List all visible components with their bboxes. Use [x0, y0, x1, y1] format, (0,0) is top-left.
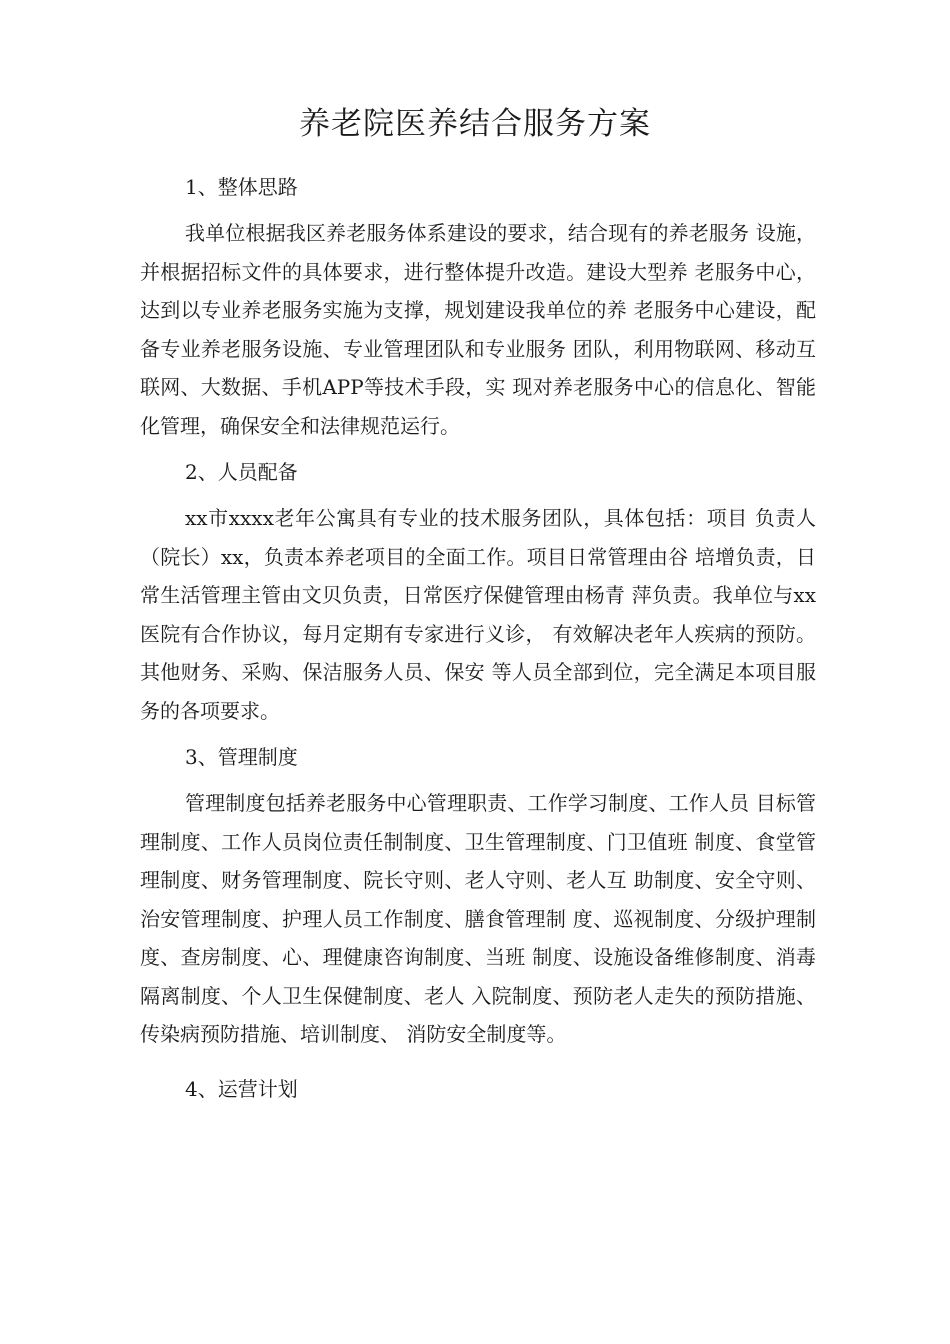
document-title: 养老院医养结合服务方案 [299, 106, 651, 142]
section-paragraph: 我单位根据我区养老服务体系建设的要求，结合现有的养老服务 设施，并根据招标文件的具体要求，进行整体提升改造。建设大型养 老服务中心，达到以专业养老服务实施为支撑，规划建设我单位的养 老服务中心建设，配备专业养老服务设施、专业管理团队和专业服务 团队，利用物联网、移动互联网、大数据、手机APP等技术手段，实 现对养老服务中心的信息化、智能化管理，确保安全和法律规范运行。 [140, 221, 816, 438]
section-heading: 4、运营计划 [185, 1076, 298, 1101]
document-body [140, 168, 816, 1108]
section-heading: 2、人员配备 [185, 460, 298, 484]
section-paragraph: xx市xxxx老年公寓具有专业的技术服务团队，具体包括：项目 负责人（院长）xx，负责本养老项目的全面工作。项目日常管理由谷 培增负责，日常生活管理主管由文贝负责，日常医疗保健管理由杨青 萍负责。我单位与xx医院有合作协议，每月定期有专家进行义诊， 有效解决老年人疾病的预防。其他财务、采购、保洁服务人员、保安 等人员全部到位，完全满足本项目服务的各项要求。 [140, 506, 816, 723]
section-staffing [140, 453, 816, 730]
section-overall-approach [140, 168, 816, 445]
section-paragraph: 管理制度包括养老服务中心管理职责、工作学习制度、工作人员 目标管理制度、工作人员岗位责任制制度、卫生管理制度、门卫值班 制度、食堂管理制度、财务管理制度、院长守则、老人守则、老人互 助制度、安全守则、治安管理制度、护理人员工作制度、膳食管理制 度、巡视制度、分级护理制度、查房制度、心、理健康咨询制度、当班 制度、设施设备维修制度、消毒隔离制度、个人卫生保健制度、老人 入院制度、预防老人走失的预防措施、传染病预防措施、培训制度、 消防安全制度等。 [140, 791, 816, 1046]
section-operation-plan [140, 1070, 816, 1108]
section-management-system [140, 738, 816, 1054]
section-heading: 3、管理制度 [185, 745, 298, 769]
section-heading: 1、整体思路 [185, 175, 298, 199]
